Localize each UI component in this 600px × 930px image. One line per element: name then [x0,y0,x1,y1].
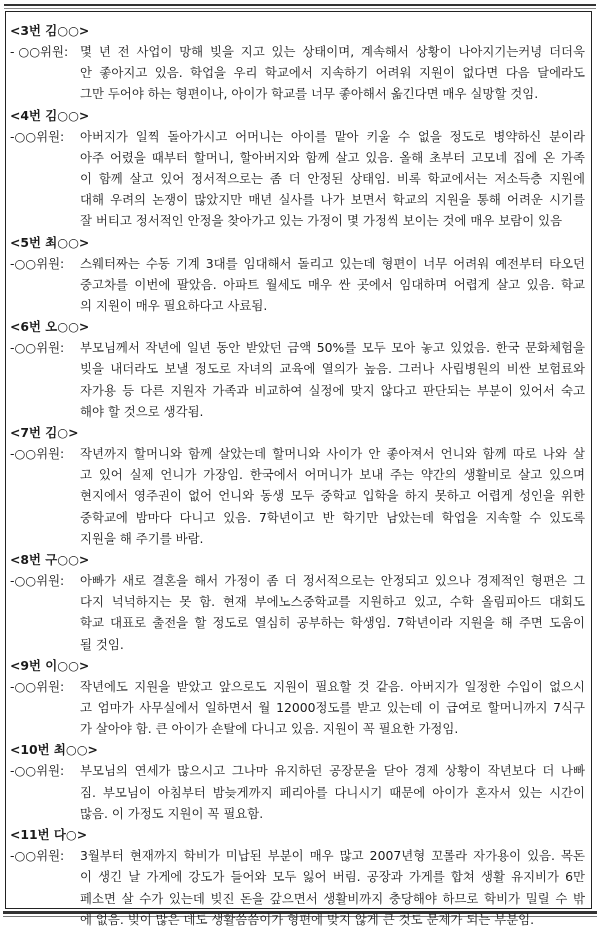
speaker-label: -○○위원: [10,446,65,462]
comment-line: 에 없음. 빚이 많은 데도 생활씀씀이가 형편에 맞지 않게 큰 것도 문제가 되는 부분임. [80,911,535,927]
comment-line: 몇 년 전 사업이 망해 빚을 지고 있는 상태이며, 계속해서 상황이 나아지기는커녕 더더욱 [80,44,585,59]
entry-heading: <5번 최○○> [10,234,90,250]
committee-comment [10,845,585,930]
comment-line: 자가용 등 다른 지원자 가족과 비교하여 실정에 맞지 않다고 판단되는 부분이 있어서 숙고 [80,382,585,398]
comment-line: 학교 대표로 출전을 할 정도로 열심히 공부하는 학생임. 7학년이라 지원을 해 주면 도움이 [80,615,585,631]
speaker-label: -○○위원: [10,848,65,864]
student-entry [10,316,585,422]
student-entry [10,20,585,105]
comment-line: 중고차를 이번에 팔았음. 아파트 월세도 매우 싼 곳에서 임대하며 어렵게 살고 있음. 학교 [80,276,585,292]
comment-line: 고 엄마가 사무실에서 일하면서 월 12000정도를 받고 있는데 이 급여로 할머니까지 7식구 [80,700,585,716]
entry-heading: <9번 이○○> [10,657,90,673]
comment-line: 작년에도 지원을 받았고 앞으로도 지원이 필요할 것 같음. 아버지가 일정한 수입이 없으시 [80,678,585,694]
entry-heading: <7번 김○> [10,425,79,441]
comment-body [80,676,585,740]
comment-body [80,337,585,422]
comment-line: 의 지원이 매우 필요하다고 사료됨. [80,298,268,314]
comment-line: 부모님의 연세가 많으시고 그나마 유지하던 공장문을 닫아 경제 상황이 작년보다 더 나빠 [80,763,585,779]
comment-line: 3월부터 현재까지 학비가 미납된 부분이 매우 많고 2007년형 꼬롤라 자가용이 있음. 목돈 [80,848,585,864]
top-rule-thin [4,8,596,9]
comment-line: 대해 우려의 논쟁이 많았지만 매년 실사를 나가 보면서 학교의 지원을 통해 어려운 시기를 [80,192,585,208]
speaker-label: -○○위원: [10,255,65,271]
comment-line: 작년까지 할머니와 함께 살았는데 할머니와 사이가 안 좋아져서 언니와 함께 따로 나와 살 [80,446,585,462]
entry-heading: <4번 김○○> [10,107,90,123]
comment-line: 아주 어렸을 때부터 할머니, 할아버지와 함께 살고 있음. 올해 초부터 고모네 집에 온 가족 [80,149,585,165]
comment-line: 지원을 해 주기를 바람. [80,530,204,546]
speaker-label: -○○위원: [10,340,65,356]
committee-comment [10,443,585,549]
speaker-label: -○○위원: [10,573,65,589]
comment-line: 중학교에 밤마다 다니고 있음. 7학년이고 반 학기만 남았는데 학업을 지속할 수 있도록 [80,509,585,525]
committee-comment [10,337,585,422]
document-content [10,20,585,930]
speaker-label: -○○위원: [10,763,65,779]
speaker-label: -○○위원: [10,128,65,144]
comment-line: 짐. 부모님이 아침부터 밤늦게까지 페리아를 다니시기 때문에 아이가 혼자서 있는 시간이 [80,784,585,800]
student-entry [10,739,585,824]
student-entry [10,549,585,655]
comment-line: 페소면 살 수가 있는데 빚진 돈을 갚으면서 생활비까지 충당해야 하므로 학비가 밀릴 수 밖 [80,890,585,906]
comment-line: 잘 버티고 정서적인 안정을 찾아가고 있는 가정이 몇 가정씩 보이는 것에 매우 보람이 있음 [80,213,563,229]
comment-line: 그만 두어야 하는 형편이나, 아이가 학교를 너무 좋아해서 옮긴다면 매우 실망할 것임. [80,86,539,102]
comment-line: 될 것임. [80,636,124,652]
committee-comment [10,41,585,105]
student-entry [10,105,585,232]
comment-line: 아버지가 일찍 돌아가시고 어머니는 아이를 맡아 키울 수 없을 정도로 병약하신 분이라 [80,128,585,144]
student-entry [10,655,585,740]
comment-line: 아빠가 새로 결혼을 해서 가정이 좀 더 정서적으로는 안정되고 있으나 경제적인 형편은 그 [80,573,585,589]
student-entry [10,232,585,317]
comment-line: 고 있어 실제 언니가 가장임. 한국에서 어머니가 보내 주는 약간의 생활비로 살고 있으며 [80,467,585,483]
entry-heading: <6번 오○○> [10,319,90,335]
comment-line: 다지 넉넉하지는 못 함. 현재 부에노스중학교를 지원하고 있고, 수학 올림피아드 대회도 [80,594,585,610]
comment-body [80,253,585,317]
entry-heading: <3번 김○○> [10,23,90,38]
committee-comment [10,253,585,317]
student-entry [10,824,585,930]
comment-line: 빚을 내더라도 보낼 정도로 자녀의 교육에 열의가 높음. 그러나 사립병원의 비싼 보험료와 [80,361,585,377]
student-entry [10,422,585,549]
comment-line: 가 살아야 함. 큰 아이가 숀탈에 다니고 있음. 지원이 꼭 필요한 가정임. [80,721,459,737]
comment-line: 이 함께 살고 있어 정서적으로는 좀 더 안정된 상태임. 비록 학교에서는 저소득층 지원에 [80,171,585,187]
comment-body [80,845,585,930]
top-rule [4,4,596,6]
entry-heading: <8번 구○○> [10,552,90,568]
comment-body [80,443,585,549]
committee-comment [10,760,585,824]
committee-comment [10,570,585,655]
comment-line: 해야 할 것으로 생각됨. [80,403,204,419]
comment-body [80,760,585,824]
comment-line: 이 생긴 날 가게에 강도가 들어와 모두 잃어 버림. 공장과 가게를 합쳐 생활 유지비가 6만 [80,869,585,885]
speaker-label: - ○○위원: [10,44,69,59]
comment-line: 스웨터짜는 수동 기계 3대를 임대해서 돌리고 있는데 형편이 너무 어려워 예전부터 타오던 [80,255,585,271]
comment-body [80,570,585,655]
comment-line: 현지에서 영주권이 없어 언니와 동생 모두 중학교 입학을 하지 못하고 어렵게 성인을 위한 [80,488,585,504]
entry-heading: <11번 다○> [10,827,88,843]
speaker-label: -○○위원: [10,678,65,694]
comment-body [80,41,585,105]
committee-comment [10,676,585,740]
comment-line: 부모님께서 작년에 일년 동안 받았던 금액 50%를 모두 모아 놓고 있었음. 한국 문화체험을 [80,340,585,356]
committee-comment [10,126,585,232]
comment-body [80,126,585,232]
entry-heading: <10번 최○○> [10,742,98,758]
comment-line: 안 좋아지고 있음. 학업을 우리 학교에서 지속하기 어려워 지원이 없다면 다음 달에라도 [80,65,585,81]
comment-line: 많음. 이 가정도 지원이 꼭 필요함. [80,805,264,821]
